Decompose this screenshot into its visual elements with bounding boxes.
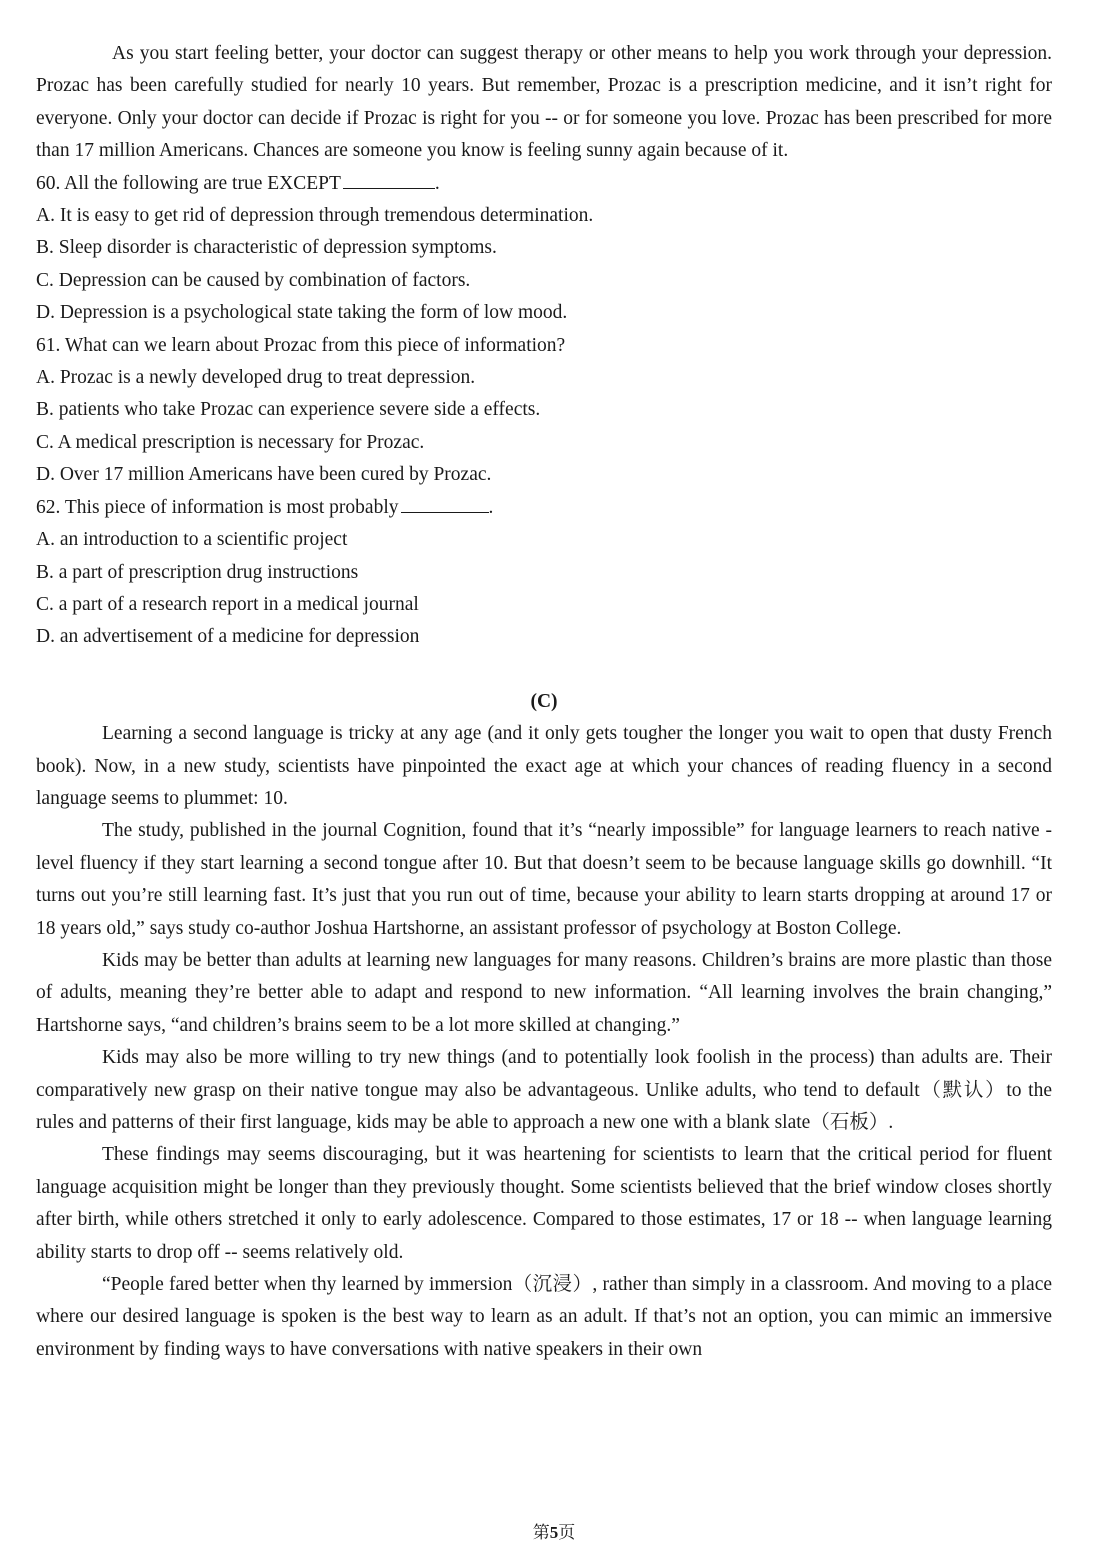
question-stem: 61. What can we learn about Prozac from this piece of information? [36, 334, 566, 356]
option-a: A. It is easy to get rid of depression through tremendous determination. [36, 205, 594, 227]
section-spacer [36, 654, 1052, 686]
option-c: C. A medical prescription is necessary for Prozac. [36, 431, 425, 453]
passage-c-paragraph-3: Kids may be better than adults at learning new languages for many reasons. Children’s brains are more plastic than those of adults, meaning they’re better able to adapt and respond to new information. “All learning involves the brain changing,” Hartshorne says, “and children’s brains seem to be a lot more skilled at changing.” [36, 949, 1052, 1036]
question-62 [36, 492, 1052, 654]
option-a: A. Prozac is a newly developed drug to treat depression. [36, 367, 476, 389]
footer-suffix: 页 [558, 1523, 576, 1542]
question-60 [36, 168, 1052, 330]
passage-b-final-paragraph: As you start feeling better, your doctor can suggest therapy or other means to help you work through your depression. Prozac has been carefully studied for nearly 10 years. But remember, Prozac is a prescription medicine, and it isn’t right for everyone. Only your doctor can decide if Prozac is right for you -- or for someone you love. Prozac has been prescribed for more than 17 million Americans. Chances are someone you know is feeling sunny again because of it. [36, 43, 1052, 162]
passage-c-paragraph-5: These findings may seems discouraging, but it was heartening for scientists to learn that the critical period for fluent language acquisition might be longer than they previously thought. Some scientists believed that the brief window closes shortly after birth, while others stretched it only to early adolescence. Compared to those estimates, 17 or 18 -- when language learning ability starts to drop off -- seems relatively old. [36, 1144, 1052, 1263]
option-d: D. Depression is a psychological state taking the form of low mood. [36, 302, 568, 324]
passage-c-paragraph-2: The study, published in the journal Cognition, found that it’s “nearly impossible” for language learners to reach native - level fluency if they start learning a second tongue after 10. But that doesn’t seem to be because language skills go downhill. “It turns out you’re still learning fast. It’s just that you run out of time, because your ability to learn starts dropping at around 17 or 18 years old,” says study co-author Joshua Hartshorne, an assistant professor of psychology at Boston College. [36, 820, 1052, 939]
question-stem: 60. All the following are true EXCEPT . [36, 168, 1052, 200]
exam-page [36, 38, 1052, 1366]
question-stem: 62. This piece of information is most probably . [36, 492, 1052, 524]
page-footer [0, 1518, 1108, 1543]
answer-blank [401, 494, 489, 513]
option-c: C. a part of a research report in a medical journal [36, 593, 419, 615]
option-b: B. patients who take Prozac can experience severe side a effects. [36, 399, 541, 421]
option-b: B. a part of prescription drug instructions [36, 561, 359, 583]
section-heading: (C) [530, 690, 558, 712]
option-c: C. Depression can be caused by combination of factors. [36, 269, 471, 291]
page-number: 5 [549, 1523, 559, 1542]
footer-prefix: 第 [532, 1523, 550, 1542]
passage-c-paragraph-1: Learning a second language is tricky at any age (and it only gets tougher the longer you wait to open that dusty French book). Now, in a new study, scientists have pinpointed the exact age at which your chances of reading fluency in a second language seems to plummet: 10. [36, 723, 1052, 809]
option-d: D. Over 17 million Americans have been cured by Prozac. [36, 464, 492, 486]
option-b: B. Sleep disorder is characteristic of depression symptoms. [36, 237, 497, 259]
passage-c-paragraph-6: “People fared better when thy learned by immersion（沉浸）, rather than simply in a classroom. And moving to a place where our desired language is spoken is the best way to learn as an adult. If that’s not an option, you can mimic an immersive environment by finding ways to have conversations with native speakers in their own [36, 1274, 1052, 1360]
passage-c-paragraph-4: Kids may also be more willing to try new things (and to potentially look foolish in the process) than adults are. Their comparatively new grasp on their native tongue may also be advantageous. Unlike adults, who tend to default（默认）to the rules and patterns of their first language, kids may be able to approach a new one with a blank slate（石板）. [36, 1047, 1052, 1133]
option-a: A. an introduction to a scientific project [36, 529, 348, 551]
answer-blank [343, 170, 435, 189]
option-d: D. an advertisement of a medicine for depression [36, 626, 420, 648]
question-61 [36, 330, 1052, 492]
